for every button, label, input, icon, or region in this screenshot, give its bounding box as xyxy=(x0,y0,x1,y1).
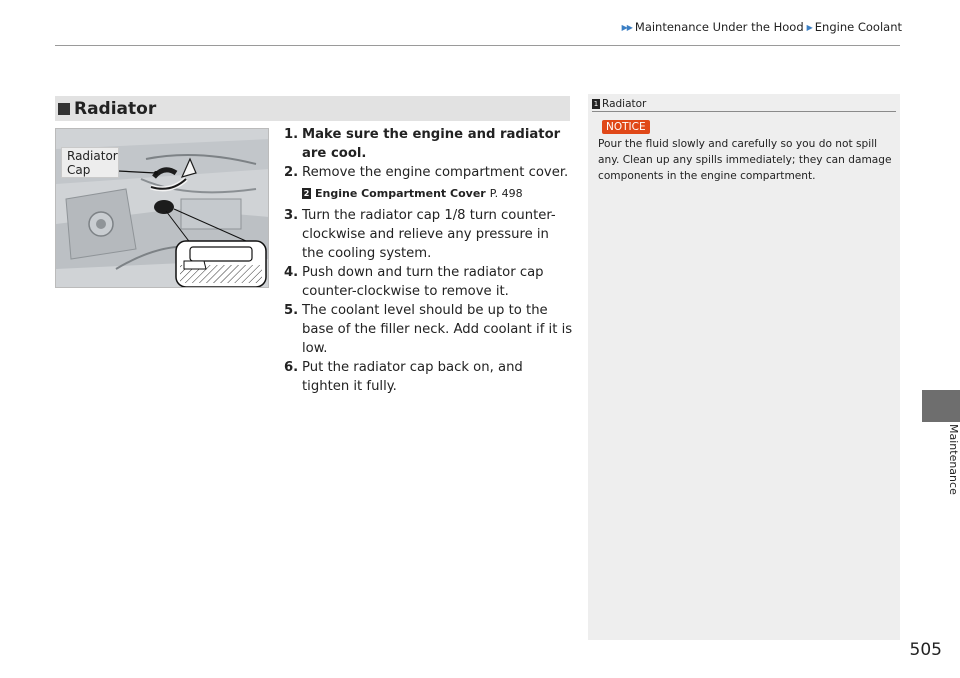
breadcrumb-arrow-icon: ▶▶ xyxy=(621,22,632,32)
breadcrumb-item-engine-coolant[interactable]: Engine Coolant xyxy=(814,20,902,34)
radiator-cap-figure xyxy=(55,128,269,288)
step-number: 3. xyxy=(284,208,299,223)
reference-title[interactable]: Engine Compartment Cover xyxy=(315,187,486,200)
reference-page[interactable]: P. 498 xyxy=(489,187,523,200)
step-text: Remove the engine compartment cover. xyxy=(302,165,569,180)
step-number: 6. xyxy=(284,360,299,375)
step-3 xyxy=(284,206,574,263)
sidebar-divider xyxy=(592,111,896,112)
step-text: Push down and turn the radiator cap counter-clockwise to remove it. xyxy=(302,265,544,299)
section-title xyxy=(58,99,156,119)
chapter-tab[interactable] xyxy=(922,390,960,422)
cross-reference[interactable] xyxy=(302,184,574,203)
step-1 xyxy=(284,125,574,163)
section-title-text: Radiator xyxy=(74,98,157,119)
step-text: The coolant level should be up to the base of the filler neck. Add coolant if it is low. xyxy=(302,303,573,356)
step-number: 5. xyxy=(284,303,299,318)
reference-arrow-icon: 2 xyxy=(303,189,310,198)
radiator-cap-callout xyxy=(61,147,119,178)
step-number: 4. xyxy=(284,265,299,280)
step-text: Make sure the engine and radiator are cool. xyxy=(302,127,561,161)
step-text: Turn the radiator cap 1/8 turn counter-clockwise and relieve any pressure in the cooling system. xyxy=(302,208,556,261)
step-6 xyxy=(284,358,574,396)
breadcrumb xyxy=(622,20,902,34)
notice-badge: NOTICE xyxy=(602,120,650,134)
sidebar-heading xyxy=(592,98,646,110)
callout-line-1: Radiator xyxy=(67,149,118,163)
sidebar-heading-text: Radiator xyxy=(602,98,647,110)
step-2 xyxy=(284,163,574,182)
note-index-icon: 1 xyxy=(593,100,599,108)
step-4 xyxy=(284,263,574,301)
chapter-tab-label[interactable]: Maintenance xyxy=(947,424,960,495)
step-text: Put the radiator cap back on, and tighten it fully. xyxy=(302,360,523,394)
callout-line-2: Cap xyxy=(67,163,91,177)
section-header xyxy=(55,96,570,121)
step-5 xyxy=(284,301,574,358)
step-number: 1. xyxy=(284,127,299,142)
breadcrumb-item-maintenance[interactable]: Maintenance Under the Hood xyxy=(634,20,804,34)
procedure-steps xyxy=(284,125,574,396)
step-number: 2. xyxy=(284,165,299,180)
page-number: 505 xyxy=(909,640,942,660)
sidebar-note xyxy=(588,94,900,640)
header-divider xyxy=(55,45,900,46)
square-bullet-icon xyxy=(58,103,70,115)
breadcrumb-arrow-icon: ▶ xyxy=(806,22,812,32)
notice-text: Pour the fluid slowly and carefully so you do not spill any. Clean up any spills immediately; they can damage components in the engine compartment. xyxy=(598,138,892,182)
